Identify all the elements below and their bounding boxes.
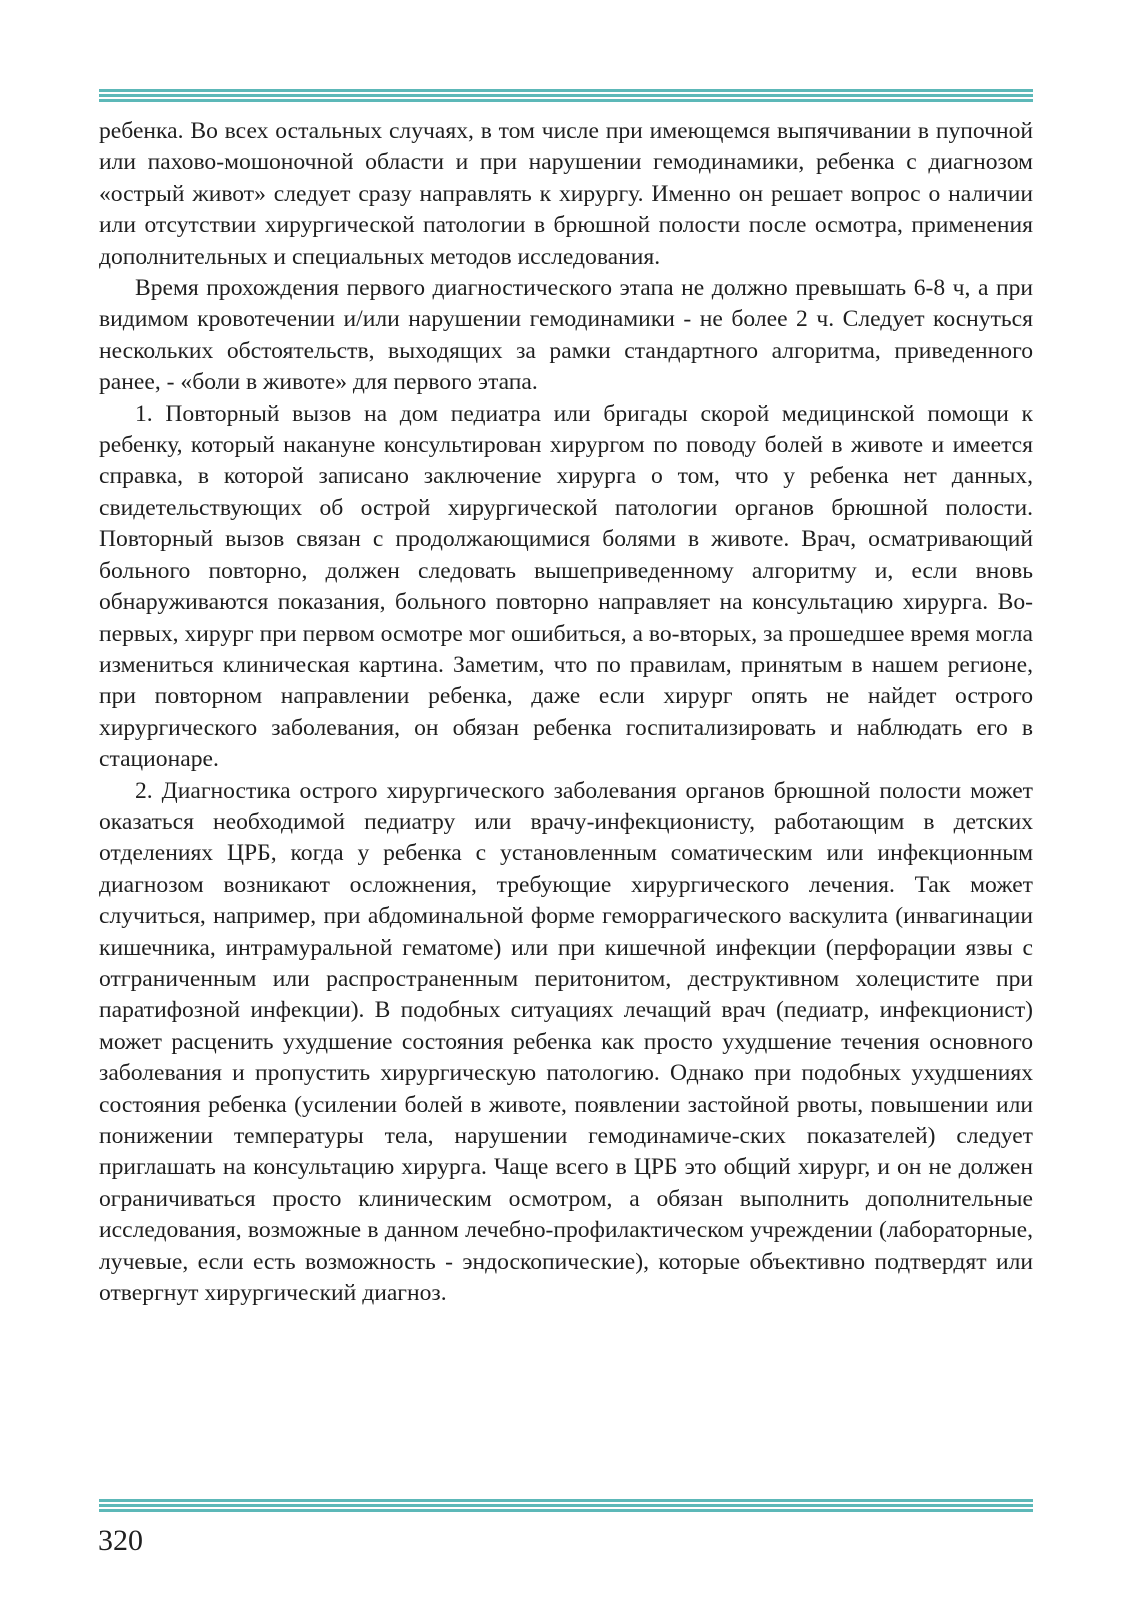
header-rule (99, 89, 1033, 104)
paragraph-continuation: ребенка. Во всех остальных случаях, в том числе при имеющемся выпячивании в пупочной или пахово-мошоночной области и при нарушении гемодинамики, ребенка с диагнозом «острый живот» следует сразу направлять к хирургу. Именно он решает вопрос о наличии или отсутствии хирургической патологии в брюшной полости после осмотра, применения дополнительных и специальных методов исследования. (99, 118, 1033, 270)
paragraph-time-limit: Время прохождения первого диагностического этапа не должно превышать 6-8 ч, а при видимом кровотечении и/или нарушении гемодинамики - не более 2 ч. Следует коснуться нескольких обстоятельств, выходящих за рамки стандартного алгоритма, приведенного ранее, - «боли в животе» для первого этапа. (99, 275, 1033, 396)
page-number: 320 (98, 1524, 143, 1557)
paragraph-item-2: 2. Диагностика острого хирургического заболевания органов брюшной полости может оказаться необходимой педиатру или врачу-инфекционисту, работающим в детских отделениях ЦРБ, когда у ребенка с установленным соматическим или инфекционным диагнозом возникают осложнения, требующие хирургического лечения. Так может случиться, например, при абдоминальной форме геморрагического васкулита (инвагинации кишечника, интрамуральной гематоме) или при кишечной инфекции (перфорации язвы с отграниченным или распространенным перитонитом, деструктивном холецистите при паратифозной инфекции). В подобных ситуациях лечащий врач (педиатр, инфекционист) может расценить ухудшение состояния ребенка как просто ухудшение течения основного заболевания и пропустить хирургическую патологию. Однако при подобных ухудшениях состояния ребенка (усилении болей в животе, появлении застойной рвоты, повышении или понижении температуры тела, нарушении гемодинамиче-ских показателей) следует приглашать на консультацию хирурга. Чаще всего в ЦРБ это общий хирург, и он не должен ограничиваться просто клиническим осмотром, а обязан выполнить дополнительные исследования, возможные в данном лечебно-профилактическом учреждении (лабораторные, лучевые, если есть возможность - эндоскопические), которые объективно подтвердят или отвергнут хирургический диагноз. (99, 777, 1033, 1307)
body-text (99, 116, 1033, 1309)
paragraph-item-1: 1. Повторный вызов на дом педиатра или бригады скорой медицинской помощи к ребенку, который накануне консультирован хирургом по поводу болей в животе и имеется справка, в которой записано заключение хирурга о том, что у ребенка нет данных, свидетельствующих об острой хирургической патологии органов брюшной полости. Повторный вызов связан с продолжающимися болями в животе. Врач, осматривающий больного повторно, должен следовать вышеприведенному алгоритму и, если вновь обнаруживаются показания, больного повторно направляет на консультацию хирурга. Во-первых, хирург при первом осмотре мог ошибиться, а во-вторых, за прошедшее время могла измениться клиническая картина. Заметим, что по правилам, принятым в нашем регионе, при повторном направлении ребенка, даже если хирург опять не найдет острого хирургического заболевания, он обязан ребенка госпитализировать и наблюдать его в стационаре. (99, 400, 1033, 773)
footer-rule (99, 1499, 1033, 1514)
